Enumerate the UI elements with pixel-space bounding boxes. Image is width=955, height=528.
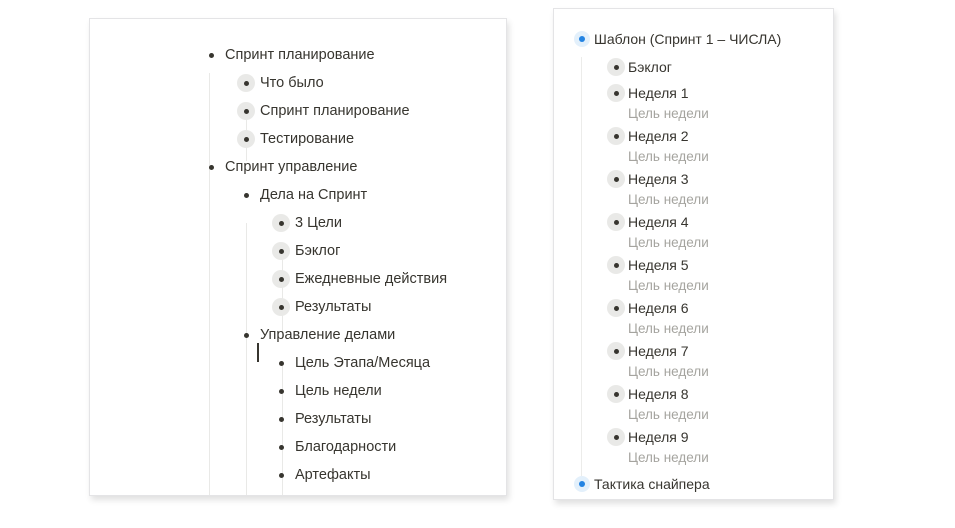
list-item[interactable] xyxy=(90,125,506,153)
text-cursor xyxy=(257,343,259,362)
bullet-icon[interactable] xyxy=(270,445,292,450)
bullet-collapsed-icon[interactable] xyxy=(606,58,626,76)
list-item-label: 3 Цели xyxy=(295,215,342,231)
list-item-sublabel-row xyxy=(554,233,833,252)
list-group xyxy=(554,82,833,123)
bullet-icon[interactable] xyxy=(235,193,257,198)
list-item[interactable] xyxy=(90,237,506,265)
list-item-sublabel: Цель недели xyxy=(628,406,709,422)
list-item-label: Неделя 8 xyxy=(628,386,689,402)
list-item-label: Цель Этапа/Месяца xyxy=(295,355,431,371)
list-item-label: Неделя 6 xyxy=(628,300,689,316)
bullet-collapsed-icon[interactable] xyxy=(270,270,292,288)
bullet-collapsed-icon[interactable] xyxy=(270,214,292,232)
list-group xyxy=(554,125,833,166)
list-item[interactable] xyxy=(90,41,506,69)
bullet-collapsed-icon[interactable] xyxy=(606,213,626,231)
list-item-label: Неделя 7 xyxy=(628,343,689,359)
bullet-collapsed-icon[interactable] xyxy=(606,127,626,145)
bullet-collapsed-icon[interactable] xyxy=(235,130,257,148)
list-item-sublabel-row xyxy=(554,448,833,467)
list-item-label: Неделя 3 xyxy=(628,171,689,187)
list-item-label: Бэклог xyxy=(628,59,672,75)
list-item-label: Благодарности xyxy=(295,439,397,455)
list-item-sublabel: Цель недели xyxy=(628,363,709,379)
list-item-label: Бэклог xyxy=(295,243,341,259)
list-item-label: Неделя 5 xyxy=(628,257,689,273)
list-item-sublabel: Цель недели xyxy=(628,148,709,164)
list-group xyxy=(554,254,833,295)
list-item-sublabel-row xyxy=(554,147,833,166)
list-item[interactable] xyxy=(554,211,833,233)
bullet-collapsed-icon[interactable] xyxy=(606,170,626,188)
list-item[interactable] xyxy=(554,82,833,104)
list-item[interactable] xyxy=(90,377,506,405)
list-item[interactable] xyxy=(90,321,506,349)
list-item[interactable] xyxy=(90,461,506,489)
list-item-label: Спринт управление xyxy=(225,159,358,175)
list-item[interactable] xyxy=(554,297,833,319)
list-item-label: Тестирование xyxy=(260,131,355,147)
list-item[interactable] xyxy=(90,153,506,181)
bullet-collapsed-icon[interactable] xyxy=(606,256,626,274)
list-item[interactable] xyxy=(90,349,506,377)
list-item-label: Артефакты xyxy=(295,467,371,483)
list-item-label: Дела на Спринт xyxy=(260,187,368,203)
list-item-label: Спринт планирование xyxy=(225,47,375,63)
list-item-sublabel: Цель недели xyxy=(628,234,709,250)
bullet-collapsed-icon[interactable] xyxy=(606,342,626,360)
list-item-label: Тактика снайпера xyxy=(594,476,710,492)
bullet-icon[interactable] xyxy=(270,361,292,366)
list-item[interactable] xyxy=(90,433,506,461)
list-group xyxy=(554,383,833,424)
list-item-label: Шаблон (Спринт 1 – ЧИСЛА) xyxy=(594,31,782,47)
list-item-label: Управление делами xyxy=(260,327,396,343)
bullet-collapsed-icon[interactable] xyxy=(606,385,626,403)
list-group xyxy=(554,168,833,209)
bullet-collapsed-icon[interactable] xyxy=(270,298,292,316)
list-item[interactable] xyxy=(554,125,833,147)
list-item[interactable] xyxy=(554,426,833,448)
list-item[interactable] xyxy=(554,28,833,50)
bullet-collapsed-icon[interactable] xyxy=(606,84,626,102)
list-item-label: Результаты xyxy=(295,411,372,427)
left-outline-list xyxy=(90,19,506,495)
right-outline-panel xyxy=(553,8,834,500)
list-item-sublabel: Цель недели xyxy=(628,320,709,336)
list-item[interactable] xyxy=(90,405,506,433)
bullet-collapsed-icon[interactable] xyxy=(606,299,626,317)
list-item-sublabel: Цель недели xyxy=(628,191,709,207)
list-item-sublabel-row xyxy=(554,276,833,295)
list-item[interactable] xyxy=(90,265,506,293)
list-item[interactable] xyxy=(90,209,506,237)
bullet-collapsed-icon[interactable] xyxy=(270,242,292,260)
bullet-icon[interactable] xyxy=(235,333,257,338)
list-item[interactable] xyxy=(90,181,506,209)
bullet-icon[interactable] xyxy=(200,53,222,58)
bullet-icon[interactable] xyxy=(270,473,292,478)
list-group xyxy=(554,426,833,467)
list-item[interactable] xyxy=(554,383,833,405)
list-item[interactable] xyxy=(554,168,833,190)
right-panel-inner xyxy=(554,9,833,499)
bullet-selected-icon[interactable] xyxy=(572,31,592,47)
list-item-sublabel-row xyxy=(554,405,833,424)
bullet-icon[interactable] xyxy=(270,389,292,394)
right-outline-list xyxy=(554,9,833,499)
list-item-label: Что было xyxy=(260,75,324,91)
list-item-sublabel-row xyxy=(554,190,833,209)
list-item-label: Неделя 1 xyxy=(628,85,689,101)
list-item-label: Неделя 2 xyxy=(628,128,689,144)
list-item-label: Неделя 4 xyxy=(628,214,689,230)
list-item[interactable] xyxy=(554,340,833,362)
list-group xyxy=(554,340,833,381)
list-item-sublabel-row xyxy=(554,319,833,338)
left-outline-panel xyxy=(89,18,507,496)
left-panel-inner xyxy=(90,19,506,495)
list-item[interactable] xyxy=(90,69,506,97)
list-item-sublabel: Цель недели xyxy=(628,105,709,121)
list-item[interactable] xyxy=(90,97,506,125)
bullet-icon[interactable] xyxy=(270,417,292,422)
list-item-label: Спринт планирование xyxy=(260,103,410,119)
list-item-sublabel: Цель недели xyxy=(628,449,709,465)
list-item-label: Результаты xyxy=(295,299,372,315)
bullet-icon[interactable] xyxy=(200,165,222,170)
bullet-selected-icon[interactable] xyxy=(572,476,592,492)
list-item-label: Неделя 9 xyxy=(628,429,689,445)
bullet-collapsed-icon[interactable] xyxy=(235,74,257,92)
list-item[interactable] xyxy=(554,473,833,495)
list-item-sublabel: Цель недели xyxy=(628,277,709,293)
list-item-label: Цель недели xyxy=(295,383,382,399)
list-item-sublabel-row xyxy=(554,104,833,123)
list-item[interactable] xyxy=(554,254,833,276)
list-item[interactable] xyxy=(90,293,506,321)
list-group xyxy=(554,297,833,338)
list-item-label: Ежедневные действия xyxy=(295,271,448,287)
list-item-sublabel-row xyxy=(554,362,833,381)
bullet-collapsed-icon[interactable] xyxy=(606,428,626,446)
list-item[interactable] xyxy=(554,56,833,78)
list-group xyxy=(554,211,833,252)
bullet-collapsed-icon[interactable] xyxy=(235,102,257,120)
